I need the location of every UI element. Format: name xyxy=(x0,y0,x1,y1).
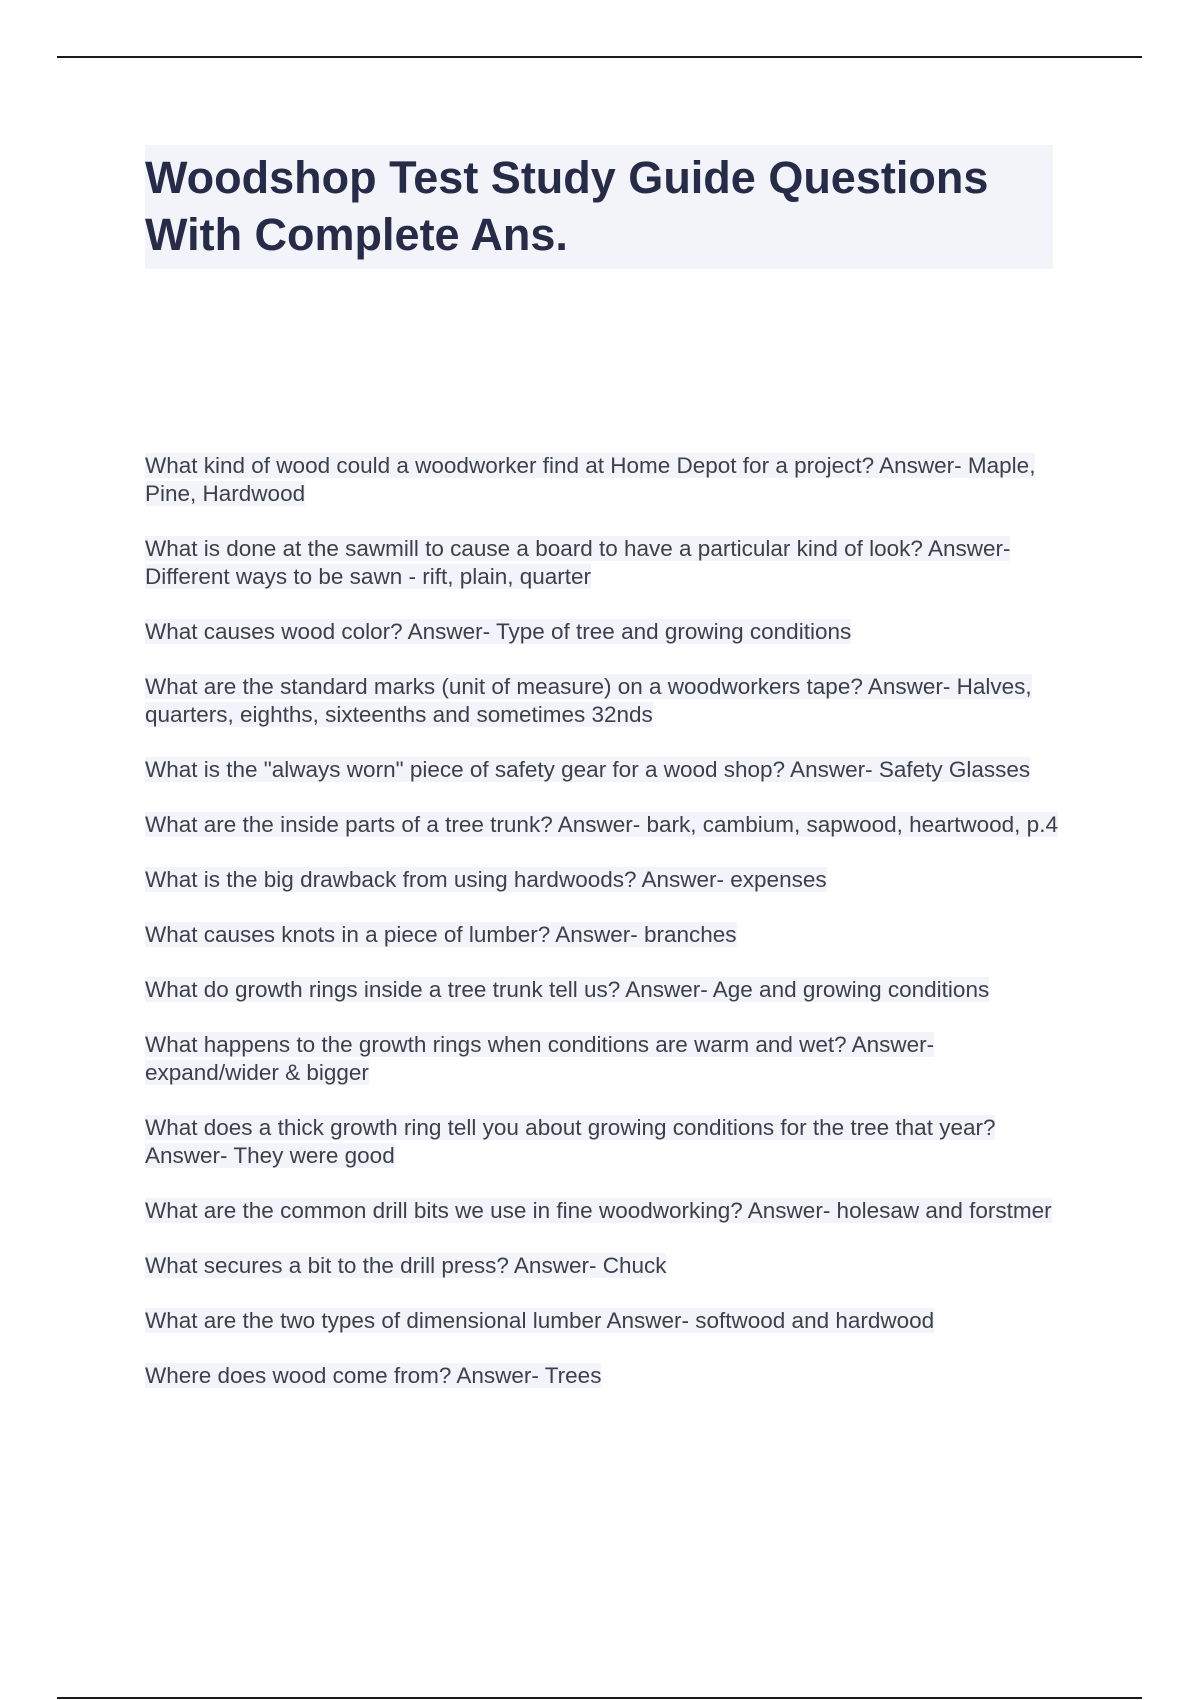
qa-item xyxy=(145,756,1065,784)
qa-text: What causes wood color? Answer- Type of tree and growing conditions xyxy=(145,619,852,644)
qa-item xyxy=(145,1197,1065,1225)
qa-item xyxy=(145,1362,1065,1390)
qa-text: What secures a bit to the drill press? Answer- Chuck xyxy=(145,1253,667,1278)
top-rule xyxy=(57,56,1142,58)
qa-text: What is the "always worn" piece of safety gear for a wood shop? Answer- Safety Glasses xyxy=(145,757,1031,782)
qa-item xyxy=(145,976,1065,1004)
qa-text: What are the standard marks (unit of measure) on a woodworkers tape? Answer- Halves, quarters, eighths, sixteenths and sometimes 32nds xyxy=(145,674,1032,727)
bottom-rule xyxy=(57,1697,1142,1699)
qa-text: Where does wood come from? Answer- Trees xyxy=(145,1363,602,1388)
qa-item xyxy=(145,618,1065,646)
qa-text: What causes knots in a piece of lumber? Answer- branches xyxy=(145,922,737,947)
qa-item xyxy=(145,921,1065,949)
qa-text: What is the big drawback from using hardwoods? Answer- expenses xyxy=(145,867,827,892)
qa-item xyxy=(145,866,1065,894)
qa-item xyxy=(145,1114,1065,1170)
qa-text: What do growth rings inside a tree trunk tell us? Answer- Age and growing conditions xyxy=(145,977,990,1002)
qa-text: What are the common drill bits we use in fine woodworking? Answer- holesaw and forstmer xyxy=(145,1198,1052,1223)
qa-item xyxy=(145,1252,1065,1280)
qa-item xyxy=(145,1307,1065,1335)
qa-item xyxy=(145,811,1065,839)
qa-item xyxy=(145,673,1065,729)
qa-text: What is done at the sawmill to cause a board to have a particular kind of look? Answer- Different ways to be sawn - rift, plain, quarter xyxy=(145,536,1011,589)
qa-item xyxy=(145,452,1065,508)
qa-item xyxy=(145,535,1065,591)
qa-item xyxy=(145,1031,1065,1087)
qa-text: What happens to the growth rings when conditions are warm and wet? Answer- expand/wider & bigger xyxy=(145,1032,935,1085)
document-title: Woodshop Test Study Guide Questions With Complete Ans. xyxy=(145,145,1053,269)
qa-text: What kind of wood could a woodworker find at Home Depot for a project? Answer- Maple, Pine, Hardwood xyxy=(145,453,1036,506)
qa-text: What are the inside parts of a tree trunk? Answer- bark, cambium, sapwood, heartwood, p.4 xyxy=(145,812,1058,837)
qa-text: What does a thick growth ring tell you about growing conditions for the tree that year? Answer- They were good xyxy=(145,1115,996,1168)
qa-text: What are the two types of dimensional lumber Answer- softwood and hardwood xyxy=(145,1308,935,1333)
qa-list xyxy=(145,452,1065,1417)
